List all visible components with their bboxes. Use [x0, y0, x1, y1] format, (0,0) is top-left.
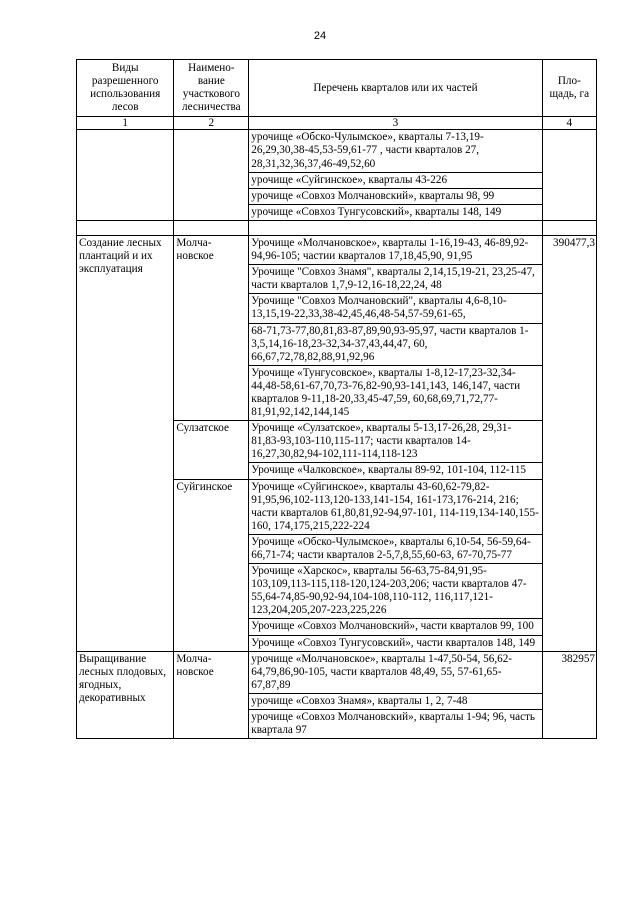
table-row: [77, 651, 597, 693]
quarters-cell: урочище «Совхоз Знамя», кварталы 1, 2, 7-48: [249, 693, 542, 709]
quarters-cell: урочище «Суйгинское», кварталы 43-226: [249, 172, 542, 188]
quarters-cell: урочище «Молчановское», кварталы 1-47,50-54, 56,62-64,79,86,90-105, части кварталов 48,49, 55, 57-61,65-67,87,89: [249, 651, 542, 693]
column-number: 2: [174, 117, 249, 130]
column-number: 3: [249, 117, 542, 130]
header-row: [77, 60, 597, 117]
quarters-cell: урочище «Совхоз Молчановский», кварталы 1-94; 96, часть квартала 97: [249, 710, 542, 739]
use-type-cell: Создание лесных плантаций и их эксплуатация: [77, 235, 174, 651]
area-cell: 390477,3: [542, 235, 596, 651]
quarters-cell: Урочище «Сулзатское», кварталы 5-13,17-26,28, 29,31-81,83-93,103-110,115-117; части кварталов 14-16,27,30,82,94-102,111-114,118-123: [249, 421, 542, 463]
quarters-cell: 68-71,73-77,80,81,83-87,89,90,93-95,97, части кварталов 1-3,5,14,16-18,23-32,34-37,43,44,47, 60, 66,67,72,78,82,88,91,92,96: [249, 323, 542, 365]
column-number: 4: [542, 117, 596, 130]
quarters-cell: урочище «Обско-Чулымское», кварталы 7-13,19-26,29,30,38-45,53-59,61-77 , части кварталов 27, 28,31,32,36,37,46-49,52,60: [249, 130, 542, 172]
empty-cell: [174, 130, 249, 221]
quarters-cell: урочище «Совхоз Молчановский», кварталы 98, 99: [249, 188, 542, 204]
quarters-cell: Урочище "Совхоз Знамя", кварталы 2,14,15,19-21, 23,25-47, части кварталов 1,7,9-12,16-18,22,24, 48: [249, 265, 542, 294]
forestry-cell: Молча-новское: [174, 651, 249, 739]
use-type-cell: Выращивание лесных плодовых, ягодных, декоративных: [77, 651, 174, 739]
forestry-cell: Суйгинское: [174, 479, 249, 651]
area-cell: 382957: [542, 651, 596, 739]
column-number-row: [77, 117, 597, 130]
forest-use-table: [76, 59, 597, 739]
forestry-cell: Молча-новское: [174, 235, 249, 420]
quarters-cell: Урочище «Харскос», кварталы 56-63,75-84,91,95-103,109,113-115,118-120,124-203,206; части кварталов 47-55,64-74,85-90,92-94,104-108,110-112, 116,117,121-123,204,205,207-223,225,226: [249, 564, 542, 619]
header-use-type: Виды разрешенного использования лесов: [77, 60, 174, 117]
quarters-cell: Урочище «Молчановское», кварталы 1-16,19-43, 46-89,92-94,96-105; частии кварталов 17,18,45,90, 91,95: [249, 235, 542, 264]
column-number: 1: [77, 117, 174, 130]
quarters-cell: Урочище «Совхоз Молчановский», части кварталов 99, 100: [249, 619, 542, 635]
spacer-row: [77, 220, 597, 235]
empty-cell: [77, 130, 174, 221]
quarters-cell: Урочище «Совхоз Тунгусовский», части кварталов 148, 149: [249, 635, 542, 651]
table-row: [77, 235, 597, 264]
empty-cell: [542, 130, 596, 221]
quarters-cell: Урочище «Обско-Чулымское», кварталы 6,10-54, 56-59,64-66,71-74; части кварталов 2-5,7,8,55,60-63, 67-70,75-77: [249, 534, 542, 563]
header-forestry: Наимено-вание участкового лесничества: [174, 60, 249, 117]
page-number: 24: [313, 30, 327, 42]
header-area: Пло-щадь, га: [542, 60, 596, 117]
forestry-cell: Сулзатское: [174, 421, 249, 479]
quarters-cell: Урочище «Тунгусовское», кварталы 1-8,12-17,23-32,34-44,48-58,61-67,70,73-76,82-90,93-141,143, 146,147, части кварталов 9-11,18-20,33,45-47,59, 60,68,69,71,72,77-81,91,92,142,144,145: [249, 365, 542, 420]
quarters-cell: Урочище «Чалковское», кварталы 89-92, 101-104, 112-115: [249, 463, 542, 479]
quarters-cell: Урочище "Совхоз Молчановский", кварталы 4,6-8,10-13,15,19-22,33,38-42,45,46,48-54,57-59,61-65,: [249, 294, 542, 323]
quarters-cell: урочище «Совхоз Тунгусовский», кварталы 148, 149: [249, 204, 542, 220]
quarters-cell: Урочище «Суйгинское», кварталы 43-60,62-79,82-91,95,96,102-113,120-133,141-154, 161-173,176-214, 216; части кварталов 61,80,81,92-94,97-101, 114-119,134-140,155-160, 174,175,215,222-224: [249, 479, 542, 534]
header-quarters: Перечень кварталов или их частей: [249, 60, 542, 117]
table-row: [77, 130, 597, 172]
